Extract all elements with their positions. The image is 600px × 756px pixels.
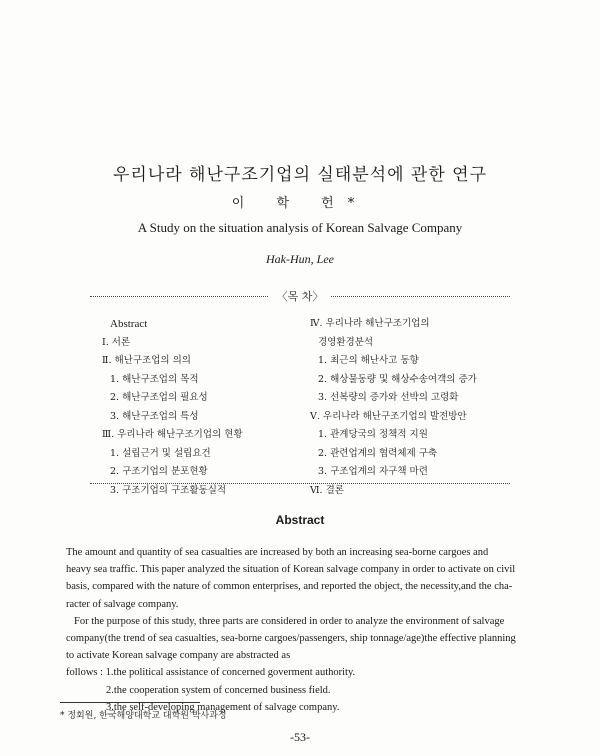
toc-item: 2. 구조기업의 분포현황 xyxy=(110,466,208,477)
toc-item: 1. 설립근거 및 설립요건 xyxy=(110,447,211,459)
toc-item: 2. 관련업계의 협력체제 구축 xyxy=(318,447,438,459)
toc-item: Ⅳ. 우리나라 해난구조기업의 xyxy=(310,318,430,329)
page-number: -53- xyxy=(290,730,310,744)
toc-item: 1. 관계당국의 정책적 지원 xyxy=(318,429,428,440)
toc-item: 3. 해난구조업의 특성 xyxy=(110,410,199,422)
toc-item: 3. 선복량의 증가와 선박의 고령화 xyxy=(318,392,459,403)
toc-item: 3. 구조기업의 구조활동실적 xyxy=(110,484,227,496)
abstract-body xyxy=(66,544,534,716)
toc-item: 1. 최근의 해난사고 동향 xyxy=(318,355,419,366)
author-korean: 이 학 헌* xyxy=(231,196,369,211)
paper-title-korean: 우리나라 해난구조기업의 실태분석에 관한 연구 xyxy=(112,165,488,185)
abstract-line: 2.the cooperation system of concerned business field. xyxy=(106,684,331,696)
author-english: Hak-Hun, Lee xyxy=(266,252,334,266)
toc-item: Ⅰ. 서론 xyxy=(102,336,131,348)
abstract-line: follows : 1.the political assistance of concerned goverment authority. xyxy=(66,667,356,679)
abstract-line: company(the trend of sea casualties, sea-borne cargoes/passengers, ship tonnage/age)the effective planning xyxy=(66,633,516,645)
abstract-line: to activate Korean salvage company are abstracted as xyxy=(66,650,291,662)
toc-item: 2. 해상물동량 및 해상수송여객의 증가 xyxy=(318,373,477,385)
toc-left-column xyxy=(96,315,243,500)
abstract-line: For the purpose of this study, three parts are considered in order to analyze the environment of salvage xyxy=(74,615,505,627)
abstract-heading: Abstract xyxy=(275,513,325,527)
toc-item: Ⅴ. 우리나라 해난구조기업의 발전방안 xyxy=(310,410,467,422)
toc-item: Abstract xyxy=(110,318,148,330)
abstract-line: 3.the self-developing management of salvage company. xyxy=(106,701,340,713)
toc-item: 3. 구조업계의 자구책 마련 xyxy=(318,466,428,477)
toc-heading: 〈목 차〉 xyxy=(269,290,332,303)
footnote-divider xyxy=(60,702,200,703)
abstract-line: racter of salvage company. xyxy=(66,598,179,610)
toc-item: 1. 해난구조업의 목적 xyxy=(110,373,199,385)
toc-item: Ⅵ. 결론 xyxy=(310,484,344,496)
toc-item: 2. 해난구조업의 필요성 xyxy=(110,392,208,403)
abstract-line: The amount and quantity of sea casualties are increased by both an increasing sea-borne cargoes and xyxy=(66,547,489,558)
toc-item: 경영환경분석 xyxy=(318,336,374,348)
toc-right-column xyxy=(304,315,477,500)
toc-item: Ⅲ. 우리나라 해난구조기업의 현황 xyxy=(102,429,243,440)
table-of-contents xyxy=(90,290,510,496)
paper-title-english: A Study on the situation analysis of Korean Salvage Company xyxy=(137,220,463,235)
toc-item: Ⅱ. 해난구조업의 의의 xyxy=(102,355,191,366)
abstract-line: basis, compared with the nature of common enterprises, and reported the object, the necessity,and the cha- xyxy=(66,581,513,593)
abstract-line: heavy sea traffic. This paper analyzed the situation of Korean salvage company in order to activate on civil xyxy=(66,564,516,576)
footnote: * 정회원, 한국해양대학교 대학원 박사과정 xyxy=(60,711,227,721)
